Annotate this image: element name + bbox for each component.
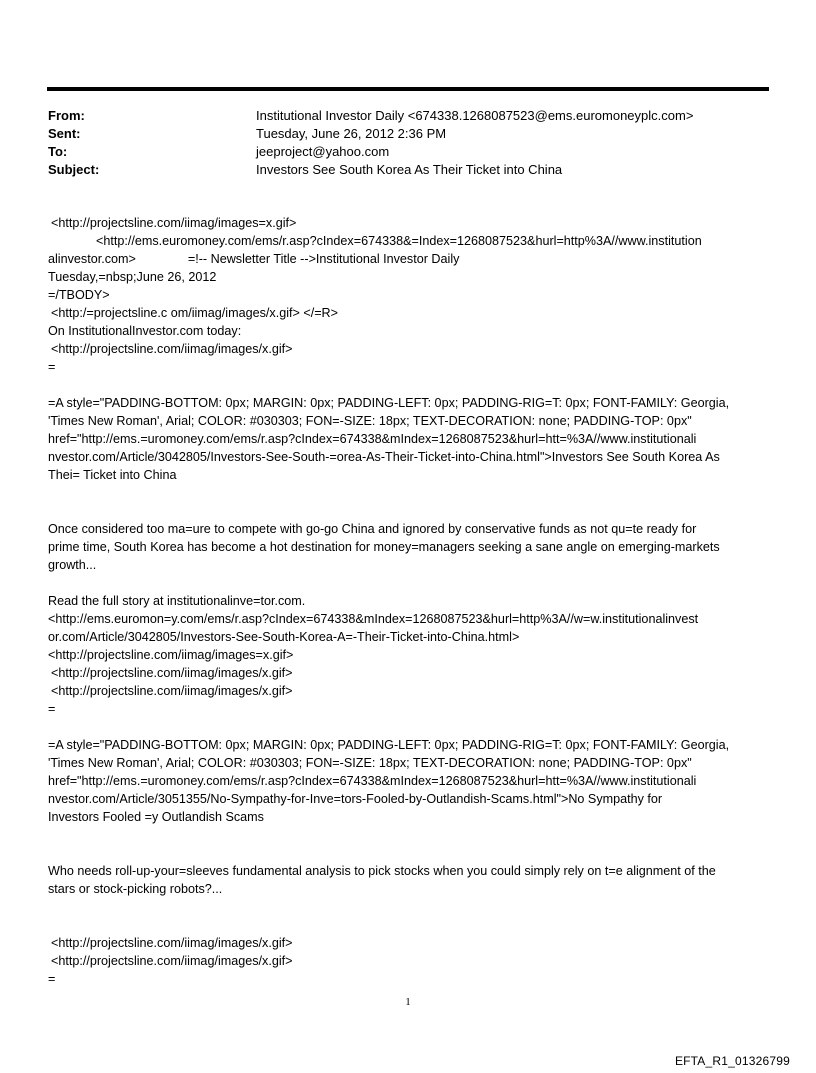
body-line: <http://projectsline.com/iimag/images/x.gif> bbox=[51, 954, 293, 968]
body-line: Who needs roll-up-your=sleeves fundamental analysis to pick stocks when you could simply rely on t=e alignment of the bbox=[48, 864, 716, 878]
body-line: = bbox=[48, 972, 56, 986]
body-line: <http://ems.euromoney.com/ems/r.asp?cIndex=674338&=Index=1268087523&hurl=http%3A//www.institution bbox=[96, 234, 702, 248]
body-line: Tuesday,=nbsp;June 26, 2012 bbox=[48, 270, 217, 284]
body-line: nvestor.com/Article/3051355/No-Sympathy-for-Inve=tors-Fooled-by-Outlandish-Scams.html">No Sympathy for bbox=[48, 792, 663, 806]
body-line: stars or stock-picking robots?... bbox=[48, 882, 223, 896]
body-line: href="http://ems.=uromoney.com/ems/r.asp?cIndex=674338&mIndex=1268087523&hurl=htt=%3A//www.institutionali bbox=[48, 432, 697, 446]
from-label: From: bbox=[48, 108, 85, 123]
to-row bbox=[48, 143, 770, 161]
body-line: prime time, South Korea has become a hot destination for money=managers seeking a sane angle on emerging-markets bbox=[48, 540, 720, 554]
body-line: <http://projectsline.com/iimag/images/x.gif> bbox=[51, 684, 293, 698]
sent-label: Sent: bbox=[48, 126, 81, 141]
subject-value: Investors See South Korea As Their Ticket into China bbox=[256, 162, 563, 177]
body-line: = bbox=[48, 702, 56, 716]
subject-label: Subject: bbox=[48, 162, 100, 177]
body-line: Once considered too ma=ure to compete with go-go China and ignored by conservative funds as not qu=te ready for bbox=[48, 522, 697, 536]
body-line-part: alinvestor.com> bbox=[48, 252, 136, 266]
body-line: <http://ems.euromon=y.com/ems/r.asp?cIndex=674338&mIndex=1268087523&hurl=http%3A//w=w.institutionalinvest bbox=[48, 612, 699, 626]
body-line: <http://projectsline.com/iimag/images=x.gif> bbox=[51, 216, 297, 230]
body-line: Investors Fooled =y Outlandish Scams bbox=[48, 810, 264, 824]
body-line bbox=[48, 250, 770, 268]
body-line: =/TBODY> bbox=[48, 288, 110, 302]
to-value: jeeproject@yahoo.com bbox=[256, 144, 390, 159]
body-line: Read the full story at institutionalinve=tor.com. bbox=[48, 594, 306, 608]
from-value: Institutional Investor Daily <674338.1268087523@ems.euromoneyplc.com> bbox=[256, 108, 694, 123]
email-header bbox=[48, 107, 770, 179]
body-line: =A style="PADDING-BOTTOM: 0px; MARGIN: 0px; PADDING-LEFT: 0px; PADDING-RIG=T: 0px; FONT-FAMILY: Georgia, bbox=[48, 396, 730, 410]
body-line: href="http://ems.=uromoney.com/ems/r.asp?cIndex=674338&mIndex=1268087523&hurl=htt=%3A//www.institutionali bbox=[48, 774, 697, 788]
body-line: <http://projectsline.com/iimag/images/x.gif> bbox=[51, 342, 293, 356]
body-line: growth... bbox=[48, 558, 97, 572]
body-line: On InstitutionalInvestor.com today: bbox=[48, 324, 242, 338]
email-body bbox=[48, 214, 770, 988]
body-line: nvestor.com/Article/3042805/Investors-See-South-=orea-As-Their-Ticket-into-China.html">Investors See South Korea As bbox=[48, 450, 720, 464]
subject-row bbox=[48, 161, 770, 179]
body-line: 'Times New Roman', Arial; COLOR: #030303; FON=-SIZE: 18px; TEXT-DECORATION: none; PADDING-TOP: 0px" bbox=[48, 756, 692, 770]
from-row bbox=[48, 107, 770, 125]
body-line: <http://projectsline.com/iimag/images/x.gif> bbox=[51, 936, 293, 950]
body-line: <http://projectsline.com/iimag/images=x.gif> bbox=[48, 648, 294, 662]
body-line: <http:/=projectsline.c om/iimag/images/x.gif> </=R> bbox=[51, 306, 338, 320]
body-line: or.com/Article/3042805/Investors-See-South-Korea-A=-Their-Ticket-into-China.html> bbox=[48, 630, 520, 644]
body-line: =A style="PADDING-BOTTOM: 0px; MARGIN: 0px; PADDING-LEFT: 0px; PADDING-RIG=T: 0px; FONT-FAMILY: Georgia, bbox=[48, 738, 730, 752]
body-line: 'Times New Roman', Arial; COLOR: #030303; FON=-SIZE: 18px; TEXT-DECORATION: none; PADDING-TOP: 0px" bbox=[48, 414, 692, 428]
sent-value: Tuesday, June 26, 2012 2:36 PM bbox=[256, 126, 447, 141]
body-line: = bbox=[48, 360, 56, 374]
header-divider bbox=[47, 87, 769, 91]
to-label: To: bbox=[48, 144, 68, 159]
bates-number: EFTA_R1_01326799 bbox=[674, 1054, 790, 1068]
body-line: <http://projectsline.com/iimag/images/x.gif> bbox=[51, 666, 293, 680]
sent-row bbox=[48, 125, 770, 143]
body-line-part: =!-- Newsletter Title -->Institutional Investor Daily bbox=[187, 252, 460, 266]
body-line: Thei= Ticket into China bbox=[48, 468, 177, 482]
page-number: 1 bbox=[405, 996, 411, 1008]
